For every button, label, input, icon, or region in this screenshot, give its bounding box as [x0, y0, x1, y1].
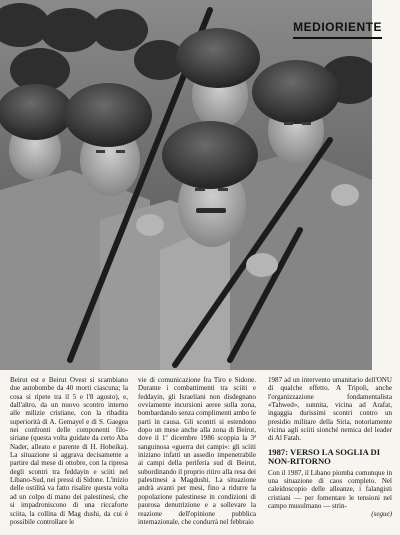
article-column-1 [10, 376, 128, 532]
paragraph: Con il 1987, il Libano piomba comunque in una situazione di caos completo. Nel caleidoscopio delle alleanze, i falangisti cristiani — per fomentare le tensioni nel campo musulmano — strin- [268, 468, 392, 511]
article-column-3 [268, 376, 392, 532]
paragraph: 1987 ad un intervento umanitario dell'ONU di qualche effetto. A Tripoli, anche l'organizzazione fondamentalista «Tahwed», sunnita, vicina ad Arafat, ingaggia durissimi scontri contro un presidio militare della Siria, notoriamente vicina agli sciiti sionché nemica del leader di Al Fatah. [268, 376, 392, 443]
article-subheading: 1987: VERSO LA SOGLIA DI NON-RITORNO [268, 446, 381, 466]
section-title: MEDIORIENTE [293, 20, 382, 39]
paragraph: vie di comunicazione fra Tiro e Sidone. Durante i combattimenti tra sciiti e feddayin, gli Israeliani non disdegnano ovviamente incursioni aeree sulla zona, bombardando senza complimenti ambo le parti in causa. Gli scontri si estendono dopo un mese anche alla zona di Beirut, dove il 1º dicembre 1986 scoppia la 3ª sanguinosa «guerra dei campi»: gli sciiti iniziano infatti un assedio impenetrabile ai campi della periferia sud di Beirut, subordinando il proprio ritiro alla resa dei palestinesi a Magdushi. La situazione andrà avanti per mesi, fino a ridurre la popolazione palestinese in condizioni di paurosa denutrizione e a sollevare la reazione dell'opinione pubblica internazionale, che condurrà nel febbraio [138, 376, 256, 526]
continued-marker: (segue) [371, 510, 392, 519]
article-body [10, 376, 392, 532]
paragraph: Beirut est e Beirut Ovest si scambiano due autobombe da 40 morti ciascuna; la cosa si ripete tra il 5 e l'8 agosto), e, dall'altro, da un nuovo scontro interno alle milizie cristiane, con la ribadita superiorità di A. Gemayel e di S. Gaegea nei confronti delle componenti filo-siriane (questa volta guidate da certo Aba Nader, alleato e parente di H. Hobeika). La situazione si aggrava decisamente a partire dal mese di ottobre, con la ripresa degli scontri tra feddayin e sciiti nel Libano-Sud, nei pressi di Sidone. L'inizio delle ostilità va fatto risalire questa volta ad un colpo di mano dei palestinesi, che si impadroniscono di una riccaforte sciita, la collina di Mag dushi, da cui è possibile controllare le [10, 376, 128, 526]
article-column-2 [138, 376, 256, 532]
